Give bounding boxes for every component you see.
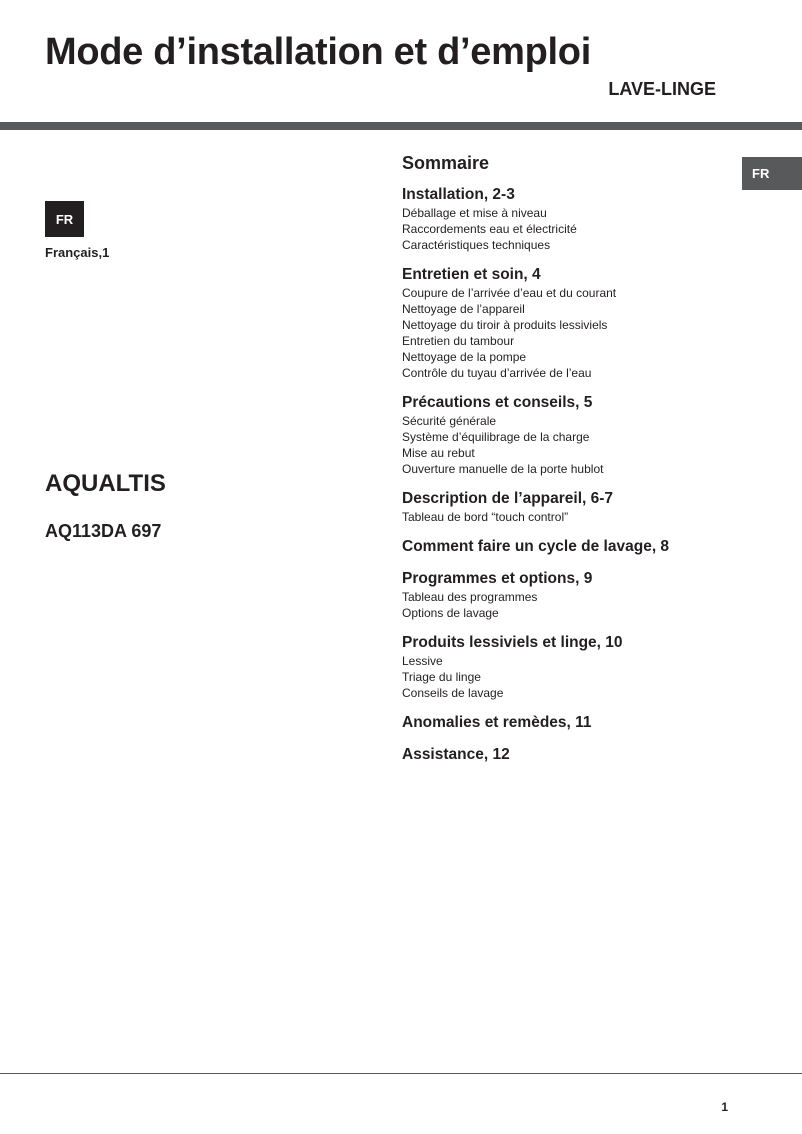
toc-subitem[interactable]: Options de lavage [402,606,499,620]
toc-subitem[interactable]: Entretien du tambour [402,334,515,348]
toc-section [402,393,742,477]
page-title: Mode d’installation et d’emploi [45,31,591,73]
toc-subitem[interactable]: Déballage et mise à niveau [402,206,547,220]
toc-section [402,713,742,733]
language-tab: FR [742,157,802,190]
toc-section-title[interactable]: Précautions et conseils, 5 [402,394,593,411]
toc-section [402,633,742,701]
toc-section-title[interactable]: Description de l’appareil, 6-7 [402,490,614,507]
toc-subitem[interactable]: Sécurité générale [402,414,497,428]
toc-subitem[interactable]: Triage du linge [402,670,481,684]
toc-section-title[interactable]: Assistance, 12 [402,746,510,763]
toc-section [402,265,742,381]
toc-subitem[interactable]: Ouverture manuelle de la porte hublot [402,462,604,476]
toc-subitem[interactable]: Tableau de bord “touch control” [402,510,569,524]
toc-section [402,185,742,253]
toc-subitem[interactable]: Mise au rebut [402,446,475,460]
toc-section-title[interactable]: Entretien et soin, 4 [402,266,541,283]
product-model: AQ113DA 697 [45,521,162,541]
toc-section [402,569,742,621]
toc-subitem[interactable]: Tableau des programmes [402,590,538,604]
toc-title: Sommaire [402,153,490,173]
toc-subitem[interactable]: Nettoyage du tiroir à produits lessiviels [402,318,608,332]
toc-subitem[interactable]: Nettoyage de l’appareil [402,302,525,316]
toc-subitem[interactable]: Nettoyage de la pompe [402,350,527,364]
toc-subitem[interactable]: Caractéristiques techniques [402,238,551,252]
toc-section [402,489,742,525]
toc-subitem[interactable]: Système d’équilibrage de la charge [402,430,590,444]
header-divider [0,122,802,130]
language-badge: FR [45,201,84,237]
toc-section-title[interactable]: Comment faire un cycle de lavage, 8 [402,538,670,555]
table-of-contents [402,151,742,777]
toc-subitem[interactable]: Lessive [402,654,443,668]
toc-subitem[interactable]: Conseils de lavage [402,686,504,700]
toc-section [402,745,742,765]
toc-subitem[interactable]: Coupure de l’arrivée d’eau et du courant [402,286,617,300]
toc-section [402,537,742,557]
toc-sections [402,185,742,765]
toc-section-title[interactable]: Programmes et options, 9 [402,570,593,587]
product-brand: AQUALTIS [45,470,166,497]
toc-subitem[interactable]: Raccordements eau et électricité [402,222,577,236]
toc-section-title[interactable]: Produits lessiviels et linge, 10 [402,634,623,651]
language-link[interactable]: Français,1 [45,245,110,260]
footer-divider [0,1073,802,1074]
document-subtitle: LAVE-LINGE [608,79,716,99]
toc-section-title[interactable]: Installation, 2-3 [402,186,515,203]
toc-subitem[interactable]: Contrôle du tuyau d’arrivée de l’eau [402,366,592,380]
page-number: 1 [721,1100,728,1114]
toc-section-title[interactable]: Anomalies et remèdes, 11 [402,714,592,731]
